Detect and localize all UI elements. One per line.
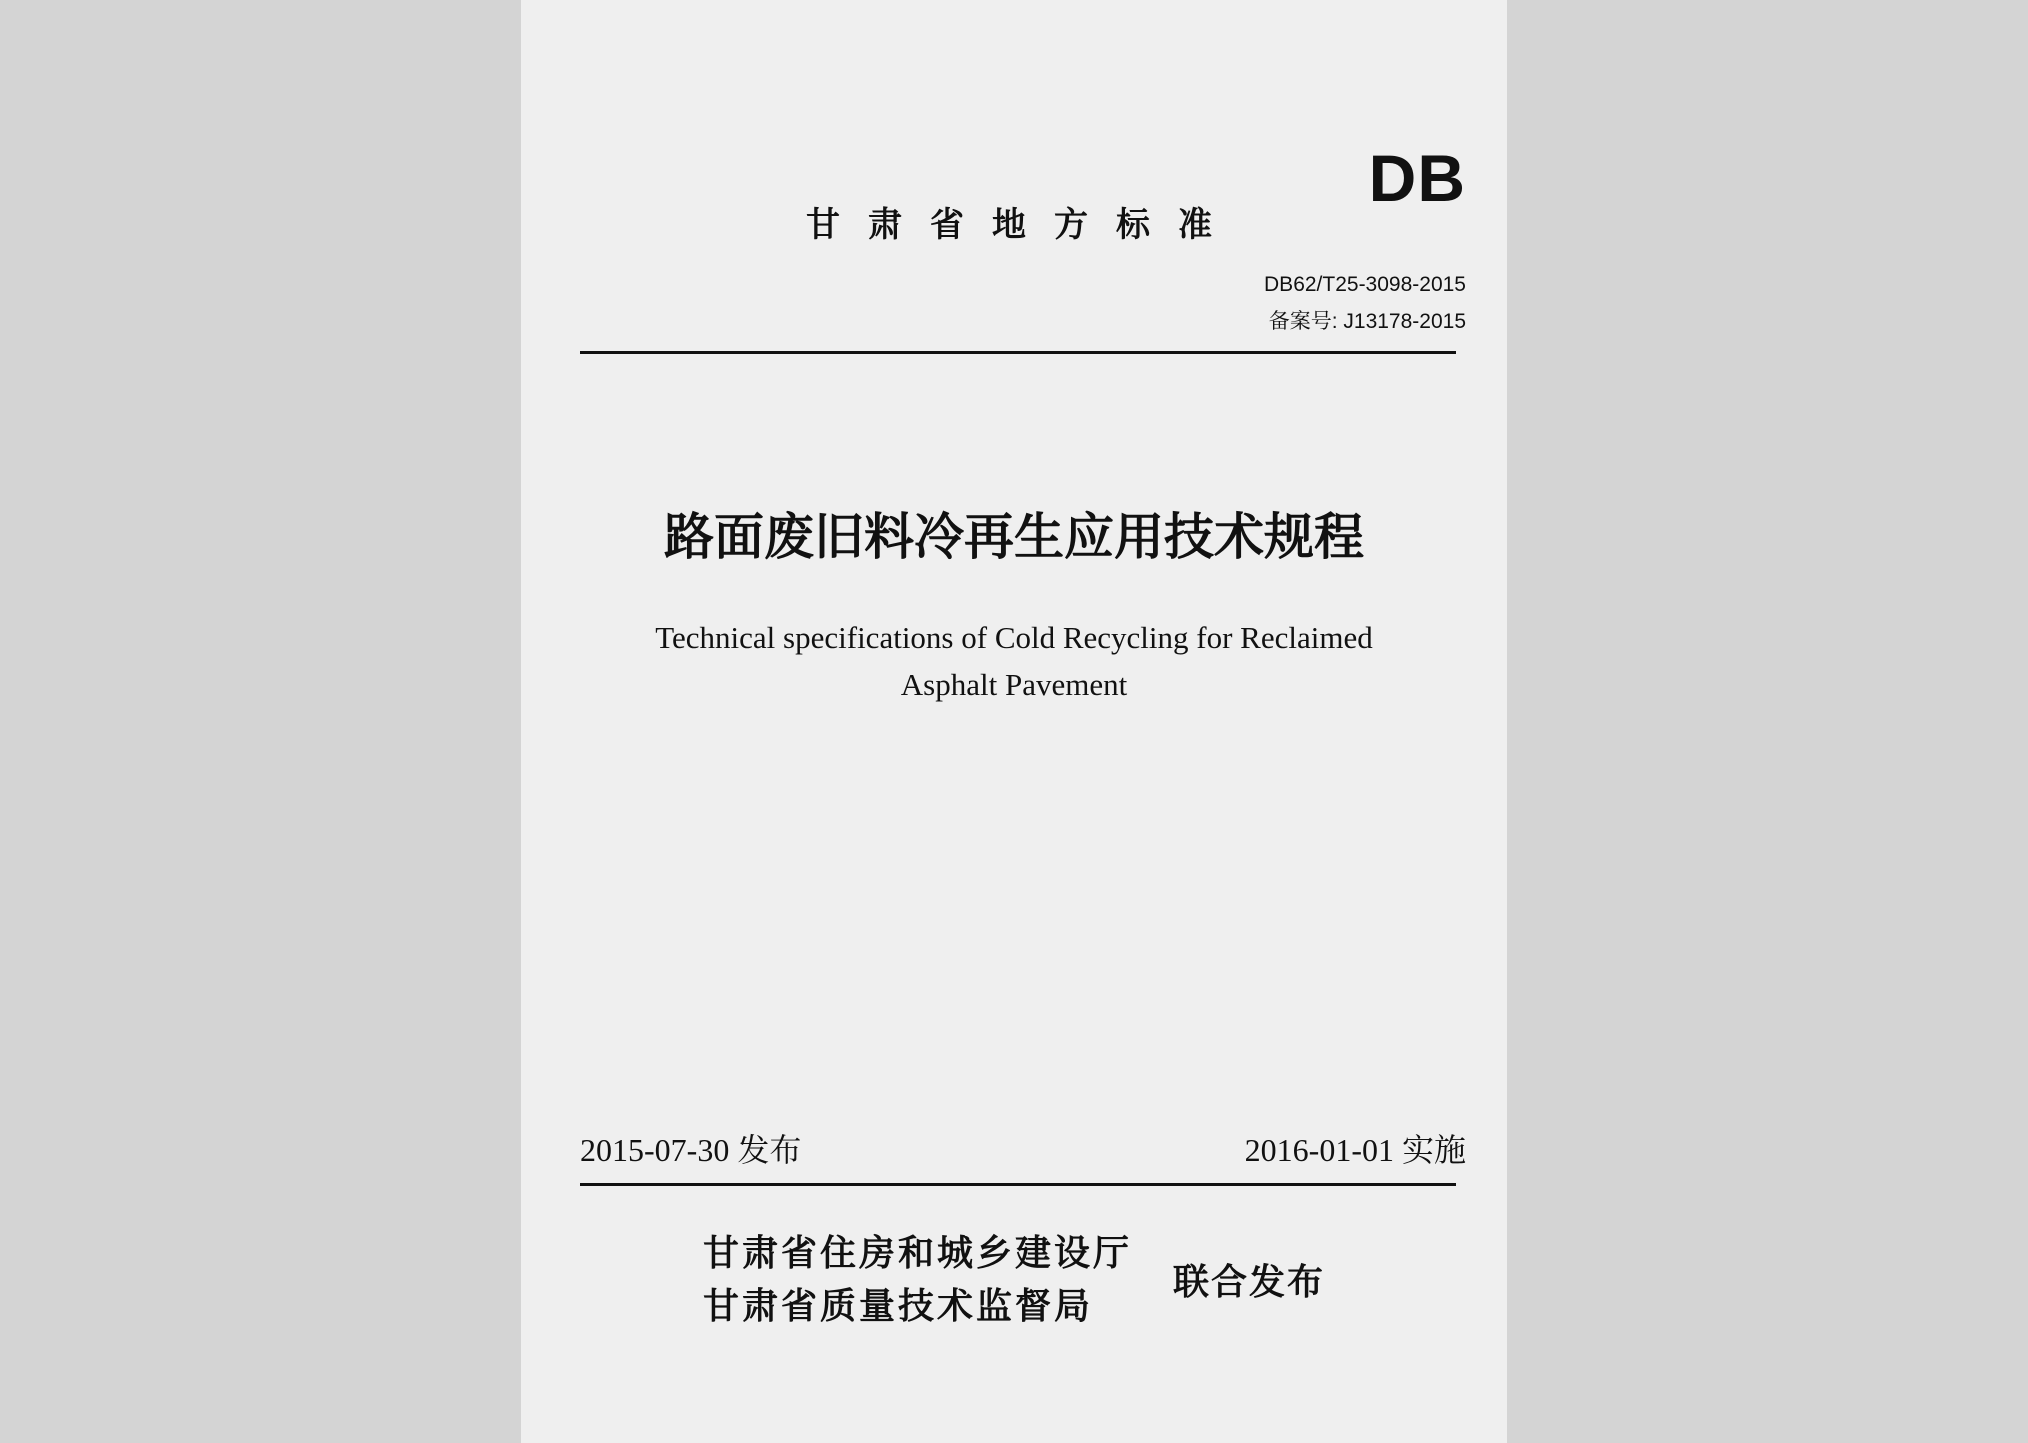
joint-issue-label: 联合发布 — [1173, 1262, 1326, 1303]
filing-number: 备案号: J13178-2015 — [1268, 310, 1466, 333]
top-divider — [580, 351, 1456, 354]
issuer-quality-bureau: 甘肃省质量技术监督局 — [703, 1286, 1094, 1327]
issuer-housing-department: 甘肃省住房和城乡建设厅 — [703, 1233, 1133, 1274]
document-page — [521, 0, 1507, 1443]
standard-level: 甘肃省地方标准 — [806, 205, 1240, 245]
bottom-divider — [580, 1183, 1456, 1186]
title-chinese: 路面废旧料冷再生应用技术规程 — [664, 507, 1364, 566]
title-english-line-2: Asphalt Pavement — [900, 667, 1128, 702]
db-mark: DB — [1368, 141, 1466, 215]
effective-date: 2016-01-01 实施 — [1244, 1132, 1466, 1168]
title-english — [521, 614, 1507, 708]
standard-number: DB62/T25-3098-2015 — [1264, 273, 1466, 296]
issue-date: 2015-07-30 发布 — [580, 1132, 802, 1168]
title-english-line-1: Technical specifications of Cold Recycling for Reclaimed — [655, 620, 1373, 655]
